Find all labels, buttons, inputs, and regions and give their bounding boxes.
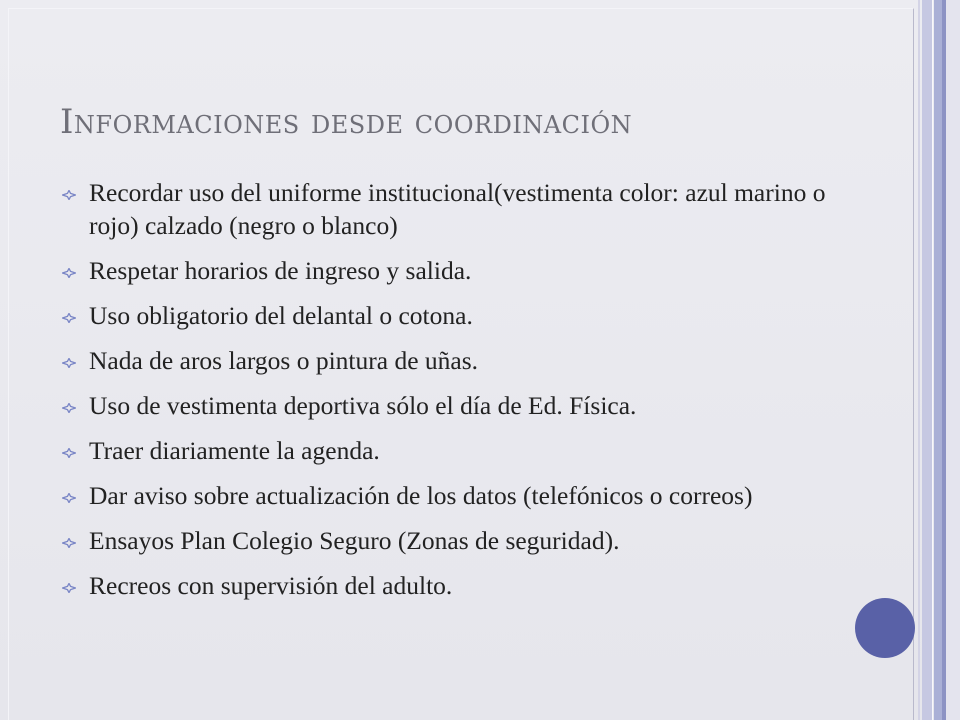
sparkle-bullet-icon [62, 268, 76, 277]
sparkle-bullet-icon [62, 538, 76, 547]
bullet-text: Recreos con supervisión del adulto. [89, 571, 453, 600]
sparkle-bullet-icon [62, 583, 76, 592]
bullet-list [62, 176, 872, 614]
bullet-item [62, 524, 872, 557]
sparkle-bullet-icon [62, 403, 76, 412]
side-band-decoration [918, 0, 920, 720]
bullet-item [62, 176, 872, 242]
sparkle-bullet-icon [62, 358, 76, 367]
sparkle-bullet-icon [62, 448, 76, 457]
bullet-text: Ensayos Plan Colegio Seguro (Zonas de seguridad). [89, 526, 620, 555]
slide-title: Informaciones desde coordinación [60, 102, 633, 142]
bullet-item [62, 479, 872, 512]
sparkle-bullet-icon [62, 493, 76, 502]
bullet-text: Traer diariamente la agenda. [89, 436, 380, 465]
bullet-text: Dar aviso sobre actualización de los datos (telefónicos o correos) [89, 481, 753, 510]
sparkle-bullet-icon [62, 190, 76, 199]
bullet-item [62, 569, 872, 602]
bullet-text: Nada de aros largos o pintura de uñas. [89, 346, 478, 375]
side-band-decoration [934, 0, 942, 720]
side-band-decoration [932, 0, 933, 720]
bullet-text: Uso obligatorio del delantal o cotona. [89, 301, 473, 330]
bullet-text: Recordar uso del uniforme institucional(vestimenta color: azul marino o rojo) calzado (negro o blanco) [89, 178, 826, 240]
bullet-text: Respetar horarios de ingreso y salida. [89, 256, 472, 285]
bullet-item [62, 389, 872, 422]
bullet-item [62, 344, 872, 377]
bullet-item [62, 254, 872, 287]
bullet-item [62, 299, 872, 332]
side-band-decoration [946, 0, 960, 720]
side-band-decoration [922, 0, 932, 720]
bullet-text: Uso de vestimenta deportiva sólo el día de Ed. Física. [89, 391, 637, 420]
bullet-item [62, 434, 872, 467]
accent-circle [855, 598, 915, 658]
sparkle-bullet-icon [62, 313, 76, 322]
